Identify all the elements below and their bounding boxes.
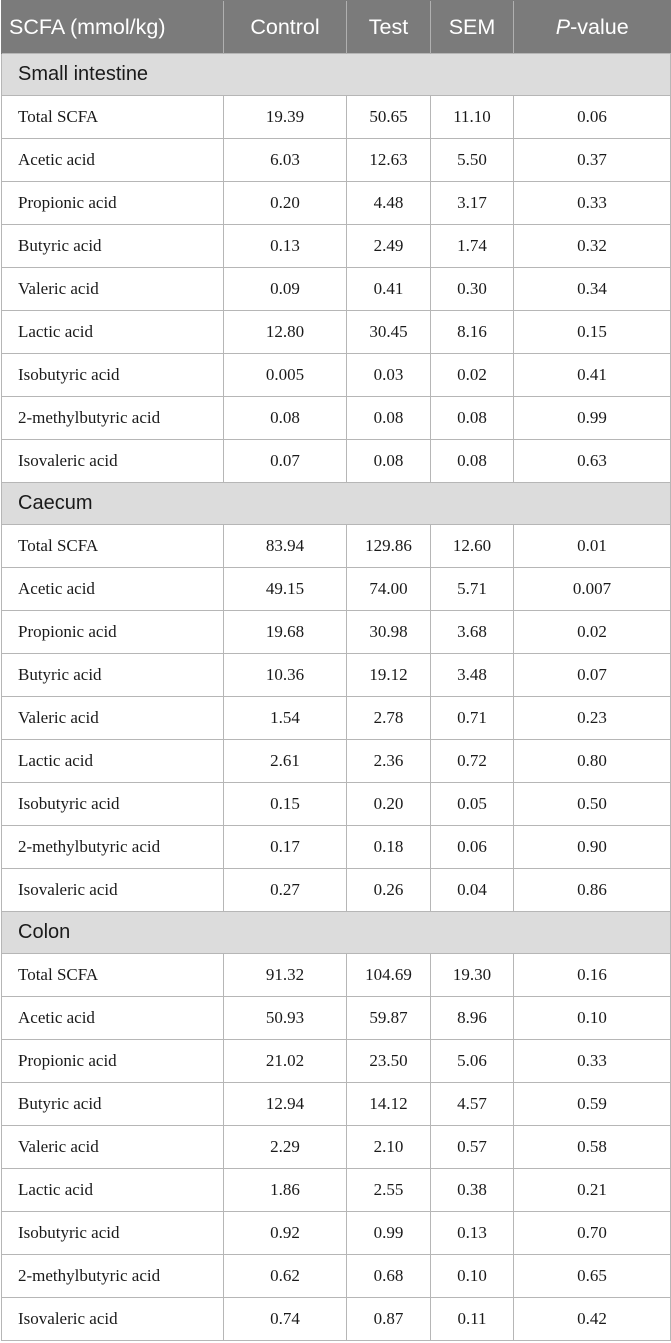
cell-sem: 5.06	[431, 1040, 514, 1083]
table-row	[2, 1126, 671, 1169]
section-title: Colon	[2, 912, 671, 954]
table-row	[2, 1212, 671, 1255]
cell-test: 0.08	[347, 440, 431, 483]
cell-sem: 19.30	[431, 954, 514, 997]
cell-control: 0.13	[224, 225, 347, 268]
header-p-letter: P	[555, 14, 571, 39]
cell-test: 0.26	[347, 869, 431, 912]
cell-sem: 0.02	[431, 354, 514, 397]
table-row	[2, 525, 671, 568]
cell-test: 12.63	[347, 139, 431, 182]
cell-sem: 0.13	[431, 1212, 514, 1255]
cell-name: 2-methylbutyric acid	[2, 397, 224, 440]
table-row	[2, 1040, 671, 1083]
cell-control: 0.17	[224, 826, 347, 869]
cell-name: Valeric acid	[2, 1126, 224, 1169]
table-row	[2, 397, 671, 440]
cell-name: Isovaleric acid	[2, 1298, 224, 1341]
cell-test: 0.41	[347, 268, 431, 311]
cell-p: 0.70	[514, 1212, 671, 1255]
cell-name: Acetic acid	[2, 997, 224, 1040]
cell-test: 0.18	[347, 826, 431, 869]
cell-p: 0.37	[514, 139, 671, 182]
cell-test: 2.55	[347, 1169, 431, 1212]
cell-p: 0.33	[514, 182, 671, 225]
cell-p: 0.23	[514, 697, 671, 740]
cell-control: 6.03	[224, 139, 347, 182]
cell-control: 0.005	[224, 354, 347, 397]
cell-p: 0.59	[514, 1083, 671, 1126]
cell-name: Total SCFA	[2, 954, 224, 997]
table-body	[2, 54, 671, 1341]
cell-p: 0.50	[514, 783, 671, 826]
cell-p: 0.42	[514, 1298, 671, 1341]
table-row	[2, 1255, 671, 1298]
cell-name: Isovaleric acid	[2, 869, 224, 912]
cell-control: 10.36	[224, 654, 347, 697]
table-row	[2, 354, 671, 397]
cell-test: 0.20	[347, 783, 431, 826]
cell-sem: 5.71	[431, 568, 514, 611]
cell-test: 2.49	[347, 225, 431, 268]
section-row	[2, 54, 671, 96]
cell-p: 0.15	[514, 311, 671, 354]
table-row	[2, 440, 671, 483]
cell-name: 2-methylbutyric acid	[2, 1255, 224, 1298]
cell-control: 0.20	[224, 182, 347, 225]
cell-test: 0.87	[347, 1298, 431, 1341]
table-row	[2, 740, 671, 783]
cell-control: 12.94	[224, 1083, 347, 1126]
table-row	[2, 1169, 671, 1212]
cell-test: 50.65	[347, 96, 431, 139]
cell-control: 1.54	[224, 697, 347, 740]
table-row	[2, 783, 671, 826]
cell-sem: 11.10	[431, 96, 514, 139]
table-row	[2, 311, 671, 354]
table-row	[2, 611, 671, 654]
cell-test: 30.98	[347, 611, 431, 654]
cell-test: 2.10	[347, 1126, 431, 1169]
cell-test: 0.03	[347, 354, 431, 397]
cell-p: 0.63	[514, 440, 671, 483]
cell-p: 0.06	[514, 96, 671, 139]
cell-sem: 5.50	[431, 139, 514, 182]
cell-test: 0.08	[347, 397, 431, 440]
table-row	[2, 1298, 671, 1341]
cell-p: 0.90	[514, 826, 671, 869]
cell-sem: 12.60	[431, 525, 514, 568]
cell-sem: 0.08	[431, 397, 514, 440]
cell-sem: 3.48	[431, 654, 514, 697]
header-test: Test	[347, 1, 431, 54]
cell-p: 0.32	[514, 225, 671, 268]
cell-sem: 1.74	[431, 225, 514, 268]
cell-p: 0.41	[514, 354, 671, 397]
cell-test: 19.12	[347, 654, 431, 697]
cell-control: 2.29	[224, 1126, 347, 1169]
cell-sem: 0.10	[431, 1255, 514, 1298]
cell-control: 1.86	[224, 1169, 347, 1212]
cell-control: 0.08	[224, 397, 347, 440]
cell-sem: 3.68	[431, 611, 514, 654]
cell-test: 129.86	[347, 525, 431, 568]
cell-name: Lactic acid	[2, 1169, 224, 1212]
section-title: Caecum	[2, 483, 671, 525]
cell-sem: 0.11	[431, 1298, 514, 1341]
cell-control: 19.68	[224, 611, 347, 654]
cell-name: Valeric acid	[2, 697, 224, 740]
cell-control: 12.80	[224, 311, 347, 354]
cell-name: Isobutyric acid	[2, 1212, 224, 1255]
cell-p: 0.01	[514, 525, 671, 568]
table-row	[2, 225, 671, 268]
header-scfa: SCFA (mmol/kg)	[2, 1, 224, 54]
cell-sem: 3.17	[431, 182, 514, 225]
cell-p: 0.58	[514, 1126, 671, 1169]
cell-name: Lactic acid	[2, 311, 224, 354]
cell-name: Total SCFA	[2, 525, 224, 568]
cell-name: Propionic acid	[2, 1040, 224, 1083]
cell-p: 0.007	[514, 568, 671, 611]
cell-name: Acetic acid	[2, 568, 224, 611]
cell-sem: 0.05	[431, 783, 514, 826]
cell-test: 4.48	[347, 182, 431, 225]
table-row	[2, 96, 671, 139]
table-row	[2, 954, 671, 997]
cell-control: 0.15	[224, 783, 347, 826]
cell-p: 0.10	[514, 997, 671, 1040]
cell-name: Butyric acid	[2, 225, 224, 268]
cell-control: 0.09	[224, 268, 347, 311]
cell-sem: 0.57	[431, 1126, 514, 1169]
section-row	[2, 483, 671, 525]
header-sem: SEM	[431, 1, 514, 54]
table-row	[2, 697, 671, 740]
header-p-value	[514, 1, 671, 54]
table-row	[2, 654, 671, 697]
cell-control: 19.39	[224, 96, 347, 139]
cell-test: 23.50	[347, 1040, 431, 1083]
cell-test: 74.00	[347, 568, 431, 611]
cell-control: 0.07	[224, 440, 347, 483]
cell-test: 2.78	[347, 697, 431, 740]
cell-control: 49.15	[224, 568, 347, 611]
table-row	[2, 182, 671, 225]
table-header	[2, 1, 671, 54]
cell-sem: 0.04	[431, 869, 514, 912]
cell-control: 0.74	[224, 1298, 347, 1341]
cell-p: 0.16	[514, 954, 671, 997]
cell-sem: 4.57	[431, 1083, 514, 1126]
cell-sem: 0.72	[431, 740, 514, 783]
section-row	[2, 912, 671, 954]
cell-test: 0.99	[347, 1212, 431, 1255]
cell-sem: 8.16	[431, 311, 514, 354]
cell-p: 0.34	[514, 268, 671, 311]
cell-sem: 0.06	[431, 826, 514, 869]
cell-sem: 0.38	[431, 1169, 514, 1212]
cell-control: 91.32	[224, 954, 347, 997]
cell-control: 83.94	[224, 525, 347, 568]
cell-control: 50.93	[224, 997, 347, 1040]
table-row	[2, 139, 671, 182]
cell-p: 0.02	[514, 611, 671, 654]
cell-p: 0.65	[514, 1255, 671, 1298]
cell-p: 0.86	[514, 869, 671, 912]
cell-control: 0.62	[224, 1255, 347, 1298]
cell-name: Valeric acid	[2, 268, 224, 311]
cell-control: 0.27	[224, 869, 347, 912]
cell-control: 21.02	[224, 1040, 347, 1083]
header-control: Control	[224, 1, 347, 54]
header-p-suffix: -value	[570, 14, 629, 39]
cell-name: Isobutyric acid	[2, 783, 224, 826]
cell-sem: 0.71	[431, 697, 514, 740]
cell-test: 14.12	[347, 1083, 431, 1126]
table-row	[2, 997, 671, 1040]
scfa-table	[1, 0, 671, 1341]
cell-p: 0.80	[514, 740, 671, 783]
cell-name: Acetic acid	[2, 139, 224, 182]
cell-name: Propionic acid	[2, 182, 224, 225]
cell-name: Lactic acid	[2, 740, 224, 783]
cell-test: 2.36	[347, 740, 431, 783]
cell-name: Butyric acid	[2, 1083, 224, 1126]
cell-control: 0.92	[224, 1212, 347, 1255]
table-row	[2, 1083, 671, 1126]
cell-control: 2.61	[224, 740, 347, 783]
table-row	[2, 826, 671, 869]
cell-p: 0.99	[514, 397, 671, 440]
table-row	[2, 869, 671, 912]
cell-name: Isovaleric acid	[2, 440, 224, 483]
cell-sem: 8.96	[431, 997, 514, 1040]
cell-name: Isobutyric acid	[2, 354, 224, 397]
cell-p: 0.21	[514, 1169, 671, 1212]
cell-test: 30.45	[347, 311, 431, 354]
cell-name: Butyric acid	[2, 654, 224, 697]
cell-sem: 0.30	[431, 268, 514, 311]
section-title: Small intestine	[2, 54, 671, 96]
cell-name: 2-methylbutyric acid	[2, 826, 224, 869]
cell-test: 104.69	[347, 954, 431, 997]
cell-name: Propionic acid	[2, 611, 224, 654]
table-row	[2, 568, 671, 611]
cell-test: 0.68	[347, 1255, 431, 1298]
header-row	[2, 1, 671, 54]
cell-p: 0.33	[514, 1040, 671, 1083]
table-row	[2, 268, 671, 311]
cell-p: 0.07	[514, 654, 671, 697]
cell-sem: 0.08	[431, 440, 514, 483]
cell-name: Total SCFA	[2, 96, 224, 139]
cell-test: 59.87	[347, 997, 431, 1040]
